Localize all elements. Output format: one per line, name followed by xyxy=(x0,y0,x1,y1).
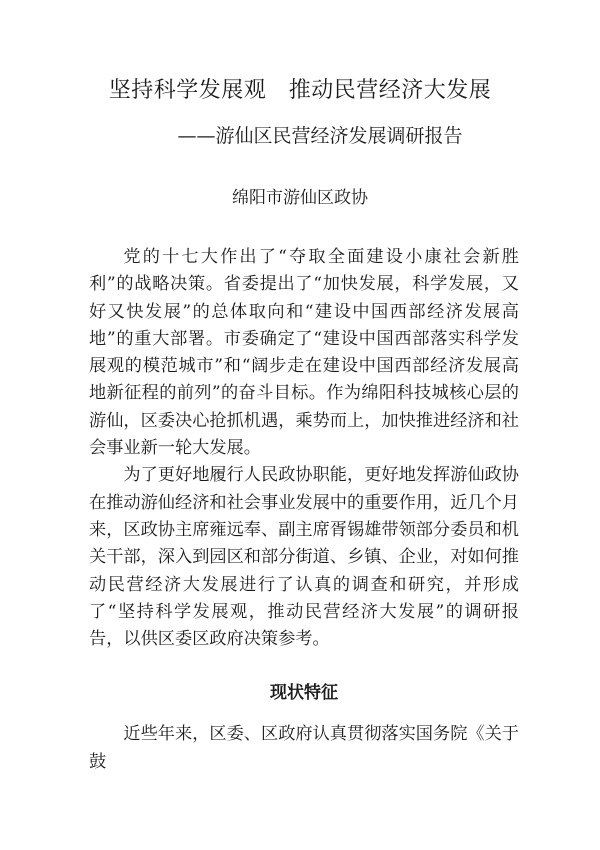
paragraph-intro: 党的十七大作出了“夺取全面建设小康社会新胜利”的战略决策。省委提出了“加快发展，科学发展，又好又快发展”的总体取向和“建设中国西部经济发展高地”的重大部署。市委确定了“建设中国西部落实科学发展观的模范城市”和“阔步走在建设中国西部经济发展高地新征程的前列”的奋斗目标。作为绵阳科技城核心层的游仙，区委决心抢抓机遇，乘势而上，加快推进经济和社会事业新一轮大发展。 xyxy=(89,247,519,459)
paragraph-section-start: 近些年来，区委、区政府认真贯彻落实国务院《关于鼓 xyxy=(89,724,519,772)
document-author: 绵阳市游仙区政协 xyxy=(232,188,368,208)
document-subtitle: ——游仙区民营经济发展调研报告 xyxy=(177,125,463,147)
section-heading: 现状特征 xyxy=(270,683,338,704)
document-title: 坚持科学发展观 推动民营经济大发展 xyxy=(108,78,492,103)
paragraph-purpose: 为了更好地履行人民政协职能，更好地发挥游仙政协在推动游仙经济和社会事业发展中的重要作用，近几个月来，区政协主席雍远奉、副主席胥锡雄带领部分委员和机关干部，深入到园区和部分街道、乡镇、企业，对如何推动民营经济大发展进行了认真的调查和研究，并形成了“坚持科学发展观，推动民营经济大发展”的调研报告，以供区委区政府决策参考。 xyxy=(89,465,519,650)
document-body xyxy=(89,244,519,776)
